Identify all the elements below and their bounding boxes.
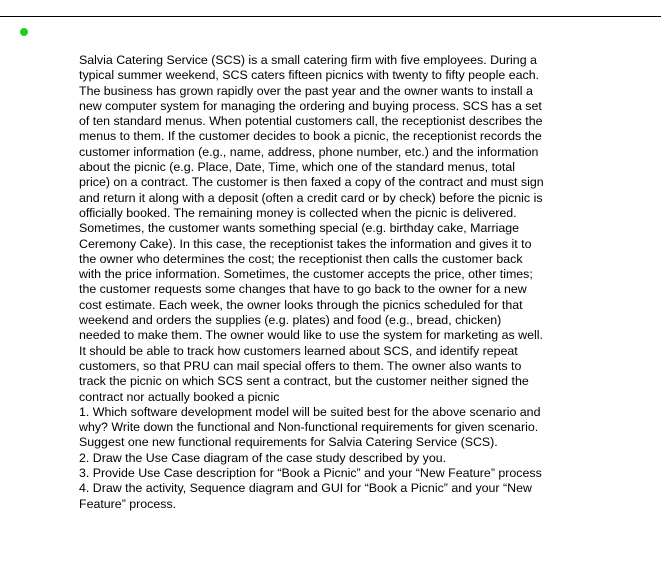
document-body: [79, 53, 582, 512]
scenario-line: needed to make them. The owner would like to use the system for marketing as well.: [79, 328, 543, 343]
scenario-line: with the price information. Sometimes, the customer accepts the price, other times;: [79, 267, 533, 282]
scenario-paragraph: [79, 53, 582, 405]
scenario-line: new computer system for managing the ordering and buying process. SCS has a set: [79, 98, 542, 113]
scenario-line: about the picnic (e.g. Place, Date, Time, which one of the standard menus, total: [79, 160, 515, 175]
top-horizontal-rule: [0, 16, 661, 17]
scenario-line: customer information (e.g., name, address, phone number, etc.) and the information: [79, 144, 539, 159]
scenario-line: of ten standard menus. When potential customers call, the receptionist describes the: [79, 114, 543, 129]
question-line: 4. Draw the activity, Sequence diagram and GUI for “Book a Picnic” and your “New: [79, 481, 532, 496]
scenario-line: Salvia Catering Service (SCS) is a small catering firm with five employees. During a: [79, 53, 537, 67]
question-line: 1. Which software development model will be suited best for the above scenario and: [79, 404, 541, 419]
scenario-line: typical summer weekend, SCS caters fifteen picnics with twenty to fifty people each.: [79, 68, 540, 83]
scenario-line: weekend and orders the supplies (e.g. plates) and food (e.g., bread, chicken): [79, 313, 502, 328]
question-line: 3. Provide Use Case description for “Book a Picnic” and your “New Feature” process: [79, 466, 542, 481]
question-line: Feature” process.: [79, 496, 177, 511]
scenario-line: menus to them. If the customer decides to book a picnic, the receptionist records the: [79, 129, 542, 144]
green-dot-icon: [20, 28, 28, 36]
question-line: why? Write down the functional and Non-functional requirements for given scenario.: [79, 420, 539, 435]
scenario-line: Ceremony Cake). In this case, the receptionist takes the information and gives it to: [79, 236, 532, 251]
scenario-line: the customer requests some changes that have to go back to the owner for a new: [79, 282, 527, 297]
questions-list: [79, 405, 582, 512]
scenario-line: price) on a contract. The customer is then faxed a copy of the contract and must sign: [79, 175, 544, 190]
question-line: 2. Draw the Use Case diagram of the case study described by you.: [79, 450, 447, 465]
scenario-line: contract nor actually booked a picnic: [79, 389, 280, 404]
question-line: Suggest one new functional requirements for Salvia Catering Service (SCS).: [79, 435, 498, 450]
scenario-line: customers, so that PRU can mail special offers to them. The owner also wants to: [79, 358, 522, 373]
scenario-line: track the picnic on which SCS sent a contract, but the customer neither signed the: [79, 374, 529, 389]
scenario-line: The business has grown rapidly over the past year and the owner wants to install a: [79, 83, 533, 98]
scenario-line: Sometimes, the customer wants something special (e.g. birthday cake, Marriage: [79, 221, 520, 236]
scenario-line: It should be able to track how customers learned about SCS, and identify repeat: [79, 343, 518, 358]
scenario-line: and return it along with a deposit (often a credit card or by check) before the picnic is: [79, 190, 543, 205]
scenario-line: officially booked. The remaining money is collected when the picnic is delivered.: [79, 205, 517, 220]
scenario-line: cost estimate. Each week, the owner looks through the picnics scheduled for that: [79, 297, 523, 312]
scenario-line: the owner who determines the cost; the receptionist then calls the customer back: [79, 251, 523, 266]
